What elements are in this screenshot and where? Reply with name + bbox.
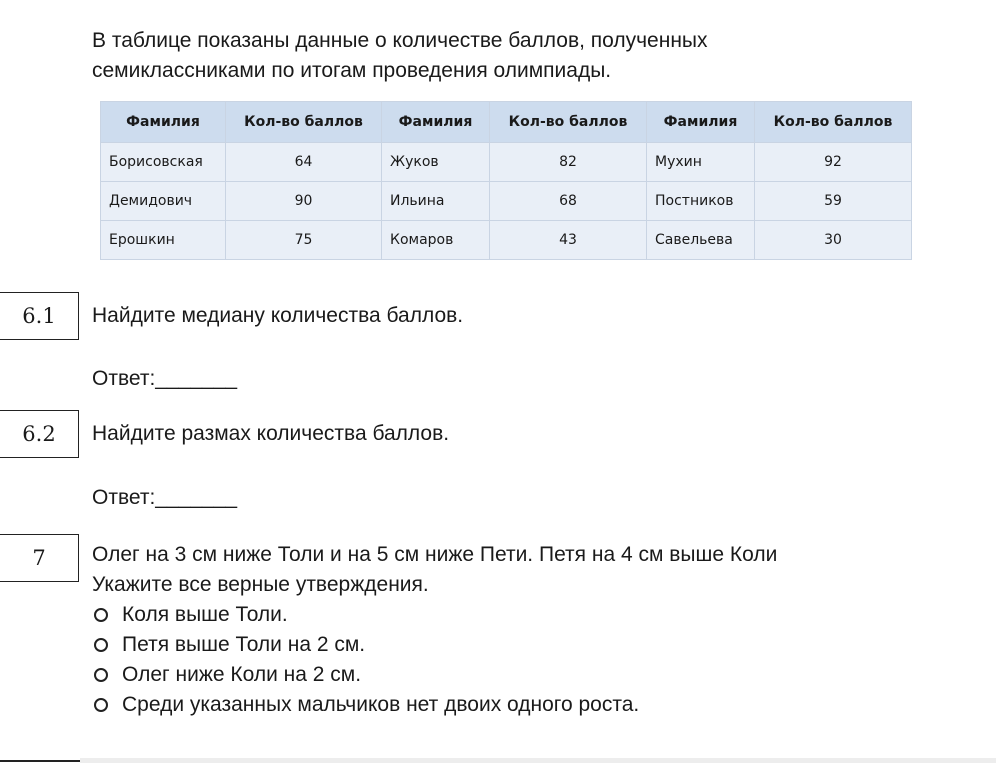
header-surname: Фамилия xyxy=(647,102,755,143)
score-cell: 43 xyxy=(490,221,647,260)
scores-table xyxy=(100,101,912,260)
answer-line-6-1: Ответ:_______ xyxy=(92,367,238,390)
radio-circle-icon xyxy=(94,668,108,682)
header-score: Кол-во баллов xyxy=(226,102,382,143)
score-cell: 82 xyxy=(490,143,647,182)
surname-cell: Борисовская xyxy=(101,143,226,182)
intro-text xyxy=(92,26,972,86)
task-number-6-1: 6.1 xyxy=(0,292,79,340)
surname-cell: Демидович xyxy=(101,182,226,221)
intro-line-1: В таблице показаны данные о количестве баллов, полученных xyxy=(92,29,708,52)
surname-cell: Савельева xyxy=(647,221,755,260)
header-score: Кол-во баллов xyxy=(755,102,912,143)
task-number-7: 7 xyxy=(0,534,79,582)
header-surname: Фамилия xyxy=(101,102,226,143)
bottom-divider xyxy=(0,760,80,762)
score-cell: 90 xyxy=(226,182,382,221)
score-cell: 30 xyxy=(755,221,912,260)
option-label: Олег ниже Коли на 2 см. xyxy=(122,663,362,686)
table-row xyxy=(101,221,912,260)
task-text-6-2: Найдите размах количества баллов. xyxy=(92,422,450,445)
option-label: Петя выше Толи на 2 см. xyxy=(122,633,366,656)
score-cell: 68 xyxy=(490,182,647,221)
bottom-edge xyxy=(80,758,996,763)
option-item[interactable] xyxy=(92,690,996,720)
radio-circle-icon xyxy=(94,698,108,712)
surname-cell: Ерошкин xyxy=(101,221,226,260)
task-7-body xyxy=(92,540,996,720)
option-item[interactable] xyxy=(92,600,996,630)
score-cell: 75 xyxy=(226,221,382,260)
task-7-instruction: Укажите все верные утверждения. xyxy=(92,573,429,596)
surname-cell: Ильина xyxy=(382,182,490,221)
header-surname: Фамилия xyxy=(382,102,490,143)
surname-cell: Постников xyxy=(647,182,755,221)
score-cell: 64 xyxy=(226,143,382,182)
answer-line-6-2: Ответ:_______ xyxy=(92,486,238,509)
score-cell: 92 xyxy=(755,143,912,182)
option-item[interactable] xyxy=(92,630,996,660)
surname-cell: Мухин xyxy=(647,143,755,182)
table-header-row xyxy=(101,102,912,143)
table-row xyxy=(101,182,912,221)
radio-circle-icon xyxy=(94,638,108,652)
option-label: Коля выше Толи. xyxy=(122,603,288,626)
intro-line-2: семиклассниками по итогам проведения олимпиады. xyxy=(92,59,612,82)
surname-cell: Жуков xyxy=(382,143,490,182)
table-row xyxy=(101,143,912,182)
task-7-condition: Олег на 3 см ниже Толи и на 5 см ниже Пети. Петя на 4 см выше Коли xyxy=(92,543,778,566)
option-item[interactable] xyxy=(92,660,996,690)
task-number-6-2: 6.2 xyxy=(0,410,79,458)
option-label: Среди указанных мальчиков нет двоих одного роста. xyxy=(122,693,640,716)
task-text-6-1: Найдите медиану количества баллов. xyxy=(92,304,464,327)
score-cell: 59 xyxy=(755,182,912,221)
radio-circle-icon xyxy=(94,608,108,622)
surname-cell: Комаров xyxy=(382,221,490,260)
header-score: Кол-во баллов xyxy=(490,102,647,143)
